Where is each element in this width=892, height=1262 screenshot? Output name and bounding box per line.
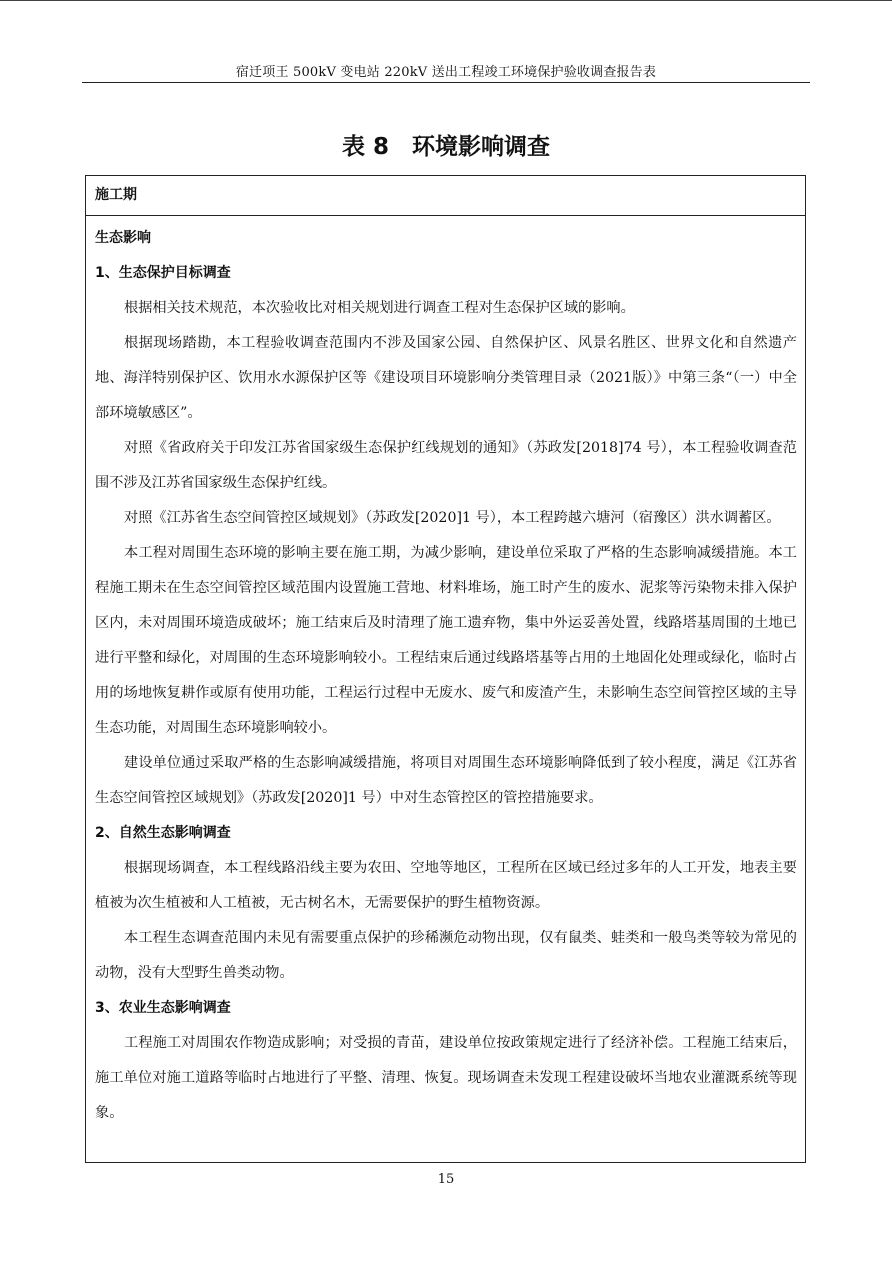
running-header: 宿迁项王 500kV 变电站 220kV 送出工程竣工环境保护验收调查报告表	[235, 65, 657, 80]
header-rule	[82, 82, 810, 83]
paragraph: 本工程对周围生态环境的影响主要在施工期，为减少影响，建设单位采取了严格的生态影响减缓措施。本工程施工期未在生态空间管控区域范围内设置施工营地、材料堆场，施工时产生的废水、泥浆等污染物未排入保护区内，未对周围环境造成破坏；施工结束后及时清理了施工遗弃物，集中外运妥善处置，线路塔基周围的土地已进行平整和绿化，对周围的生态环境影响较小。工程结束后通过线路塔基等占用的土地固化处理或绿化，临时占用的场地恢复耕作或原有使用功能，工程运行过程中无废水、废气和废渣产生，未影响生态空间管控区域的主导生态功能，对周围生态环境影响较小。	[95, 545, 797, 736]
page-number: 15	[437, 1172, 455, 1187]
table-section-header: 施工期	[86, 176, 805, 216]
paragraph: 根据相关技术规范，本次验收比对相关规划进行调查工程对生态保护区域的影响。	[124, 300, 635, 316]
paragraph: 建设单位通过采取严格的生态影响减缓措施，将项目对周围生态环境影响降低到了较小程度，满足《江苏省生态空间管控区域规划》（苏政发[2020]1 号）中对生态管控区的管控措施要求。	[95, 755, 797, 806]
paragraph: 本工程生态调查范围内未见有需要重点保护的珍稀濒危动物出现，仅有鼠类、蛙类和一般鸟类等较为常见的动物，没有大型野生兽类动物。	[95, 930, 797, 981]
page-top-border	[0, 0, 892, 1]
survey-table	[85, 175, 806, 1163]
table-body	[86, 216, 805, 1131]
eco-impact-heading: 生态影响	[95, 230, 151, 246]
section-heading-2: 2、自然生态影响调查	[95, 825, 231, 841]
paragraph: 根据现场调查，本工程线路沿线主要为农田、空地等地区，工程所在区域已经过多年的人工开发，地表主要植被为次生植被和人工植被，无古树名木，无需要保护的野生植物资源。	[95, 860, 797, 911]
section-heading-1: 1、生态保护目标调查	[95, 265, 231, 281]
paragraph: 对照《省政府关于印发江苏省国家级生态保护红线规划的通知》（苏政发[2018]74 号），本工程验收调查范围不涉及江苏省国家级生态保护红线。	[95, 440, 797, 491]
paragraph: 对照《江苏省生态空间管控区域规划》（苏政发[2020]1 号），本工程跨越六塘河（宿豫区）洪水调蓄区。	[124, 510, 781, 526]
page-title: 表 8 环境影响调查	[341, 134, 550, 160]
paragraph: 工程施工对周围农作物造成影响；对受损的青苗，建设单位按政策规定进行了经济补偿。工程施工结束后，施工单位对施工道路等临时占地进行了平整、清理、恢复。现场调查未发现工程建设破坏当地农业灌溉系统等现象。	[95, 1035, 797, 1121]
section-heading-3: 3、农业生态影响调查	[95, 1000, 231, 1016]
paragraph: 根据现场踏勘，本工程验收调查范围内不涉及国家公园、自然保护区、风景名胜区、世界文化和自然遗产地、海洋特别保护区、饮用水水源保护区等《建设项目环境影响分类管理目录（2021版）》中第三条“（一）中全部环境敏感区”。	[95, 335, 797, 421]
